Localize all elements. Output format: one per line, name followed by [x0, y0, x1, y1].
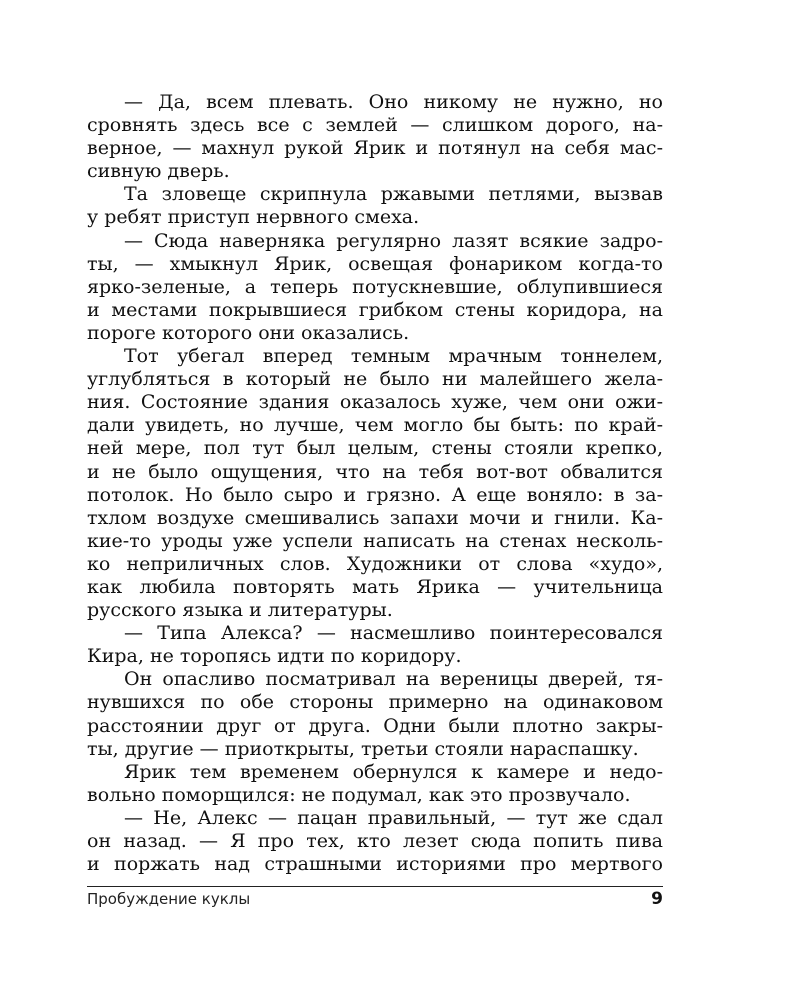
- footer-divider: [87, 886, 663, 887]
- text-line: Кира, не торопясь идти по коридору.: [87, 645, 462, 668]
- text-line: русского языка и литературы.: [87, 599, 393, 622]
- text-line: кие-то уроды уже успели написать на стенах несколь-: [87, 529, 663, 552]
- text-line: ней мере, пол тут был целым, стены стояли крепко,: [87, 437, 663, 460]
- text-line: сровнять здесь все с землей — слишком дорого, на-: [87, 114, 663, 137]
- text-line: вольно поморщился: не подумал, как это прозвучало.: [87, 783, 631, 806]
- text-line: и местами покрывшиеся грибком стены коридора, на: [87, 298, 663, 321]
- text-line: у ребят приступ нервного смеха.: [87, 206, 420, 229]
- text-line: как любила повторять мать Ярика — учительница: [87, 575, 663, 598]
- text-line: ты, другие — приоткрыты, третьи стояли нараспашку.: [87, 737, 639, 760]
- page-number: 9: [651, 889, 663, 909]
- text-line: верное, — махнул рукой Ярик и потянул на себя мас-: [87, 137, 663, 160]
- body-text: [87, 91, 663, 876]
- text-line: ко неприличных слов. Художники от слова «худо»,: [87, 552, 663, 575]
- text-line: ния. Состояние здания оказалось хуже, чем они ожи-: [87, 391, 663, 414]
- text-line: — Сюда наверняка регулярно лазят всякие задро-: [124, 229, 663, 252]
- text-line: пороге которого они оказались.: [87, 321, 410, 344]
- text-line: и поржать над страшными историями про мертвого: [87, 853, 663, 876]
- text-line: сивную дверь.: [87, 160, 230, 183]
- text-line: — Да, всем плевать. Оно никому не нужно, но: [124, 91, 663, 113]
- text-line: расстоянии друг от друга. Одни были плотно закры-: [87, 714, 663, 737]
- text-line: нувшихся по обе стороны примерно на одинаковом: [87, 691, 663, 714]
- text-line: тхлом воздухе смешивались запахи мочи и гнили. Ка-: [87, 506, 663, 529]
- text-line: Ярик тем временем обернулся к камере и недо-: [124, 760, 663, 783]
- text-line: ты, — хмыкнул Ярик, освещая фонариком когда-то: [87, 252, 663, 275]
- text-line: дали увидеть, но лучше, чем могло бы быть: по край-: [87, 414, 663, 437]
- text-line: углубляться в который не было ни малейшего жела-: [87, 368, 663, 391]
- running-footer-title: Пробуждение куклы: [87, 890, 251, 908]
- text-line: Та зловеще скрипнула ржавыми петлями, вызвав: [124, 183, 663, 206]
- text-line: Тот убегал вперед темным мрачным тоннелем,: [124, 345, 663, 368]
- text-line: ярко-зеленые, а теперь потускневшие, облупившиеся: [87, 275, 663, 298]
- text-line: и не было ощущения, что на тебя вот-вот обвалится: [87, 460, 663, 483]
- text-line: потолок. Но было сыро и грязно. А еще воняло: в за-: [87, 483, 663, 506]
- text-line: — Типа Алекса? — насмешливо поинтересовался: [124, 622, 663, 645]
- text-line: он назад. — Я про тех, кто лезет сюда попить пива: [87, 830, 663, 852]
- text-line: — Не, Алекс — пацан правильный, — тут же сдал: [124, 806, 663, 829]
- text-line: Он опасливо посматривал на вереницы дверей, тя-: [124, 668, 663, 691]
